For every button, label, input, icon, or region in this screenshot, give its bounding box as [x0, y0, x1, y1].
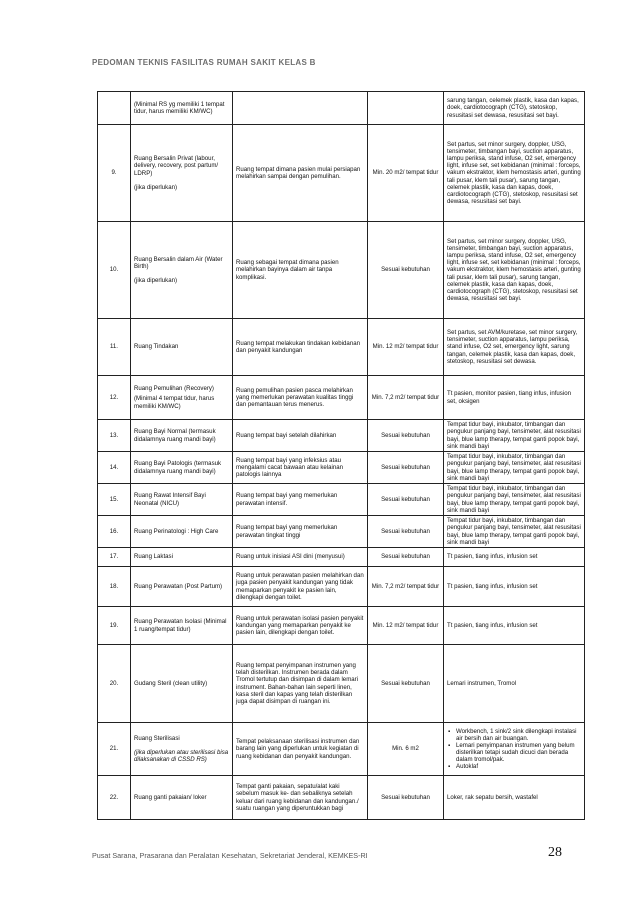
room-name — [131, 92, 233, 125]
room-name-line: Ruang Laktasi — [134, 553, 173, 561]
room-facilities: Tt pasien, monitor pasien, tiang infus, infusion set, oksigen — [444, 376, 585, 420]
room-function: Tempat ganti pakaian, sepatu/alat kaki sebelum masuk ke- dan sebaliknya setelah keluar dari ruang kebidanan dan kandungan./ suatu ruangan yang diperuntukkan bagi — [233, 776, 368, 820]
room-function: Tempat pelaksanaan sterilisasi instrumen dan barang lain yang diperlukan untuk kegiatan di ruang kebidanan dan penyakit kandungan. — [233, 723, 368, 776]
room-name — [131, 222, 233, 319]
room-capacity: Sesuai kebutuhan — [368, 222, 444, 319]
page-footer: Pusat Sarana, Prasarana dan Peralatan Kesehatan, Sekretariat Jenderal, KEMKES-RI — [92, 851, 368, 860]
room-function: Ruang pemulihan pasien pasca melahirkan yang memerlukan perawatan kualitas tinggi dan pemantauan terus menerus. — [233, 376, 368, 420]
room-name-note: (jika diperlukan atau sterilisasi bisa dilaksanakan di CSSD RS) — [134, 748, 229, 764]
room-name — [131, 723, 233, 776]
room-name-line: (Minimal RS yg memiliki 1 tempat tidur, harus memiliki KM/WC) — [134, 100, 225, 115]
room-facilities — [444, 723, 585, 776]
room-function: Ruang tempat bayi yang memerlukan perawatan intensif. — [233, 484, 368, 516]
room-name-line: Ruang Bersalin dalam Air (Water Birth) — [134, 255, 223, 270]
room-name — [131, 776, 233, 820]
room-name-line: Ruang Rawat Intensif Bayi Neonatal (NICU) — [134, 492, 206, 507]
room-facilities: Tempat tidur bayi, inkubator, timbangan dan pengukur panjang bayi, tensimeter, alat resusitasi bayi, blue lamp therapy, tempat ganti popok bayi, sink mandi bayi — [444, 452, 585, 484]
room-function — [233, 92, 368, 125]
room-name — [131, 484, 233, 516]
row-number: 10. — [98, 222, 131, 319]
row-number: 14. — [98, 452, 131, 484]
facility-table — [97, 91, 585, 820]
table-row — [98, 319, 585, 376]
room-name-line: Ruang Perawatan (Post Partum) — [134, 582, 223, 590]
table-row — [98, 376, 585, 420]
room-capacity: Sesuai kebutuhan — [368, 452, 444, 484]
room-capacity: Sesuai kebutuhan — [368, 776, 444, 820]
room-facilities: Loker, rak sepatu bersih, wastafel — [444, 776, 585, 820]
page-number: 28 — [548, 845, 562, 860]
room-capacity: Min. 7,2 m2/ tempat tidur — [368, 567, 444, 607]
table-row — [98, 484, 585, 516]
room-name-line: Ruang Bayi Normal (termasuk didalamnya ruang mandi bayi) — [134, 428, 216, 443]
table-row — [98, 607, 585, 645]
room-capacity: Sesuai kebutuhan — [368, 484, 444, 516]
room-capacity: Sesuai kebutuhan — [368, 548, 444, 567]
table-row — [98, 92, 585, 125]
room-facilities: Tt pasien, tiang infus, infusion set — [444, 567, 585, 607]
room-facilities: Set partus, set minor surgery, doppler, USG, tensimeter, timbangan bayi, suction apparatus, lampu periksa, stand infuse, O2 set, emergency light, infuse set, set kebidanan (minimal : forceps, vakum ekstraktor, klem hemostasis arteri, gunting tali pusar, klem tali pusar), sarung tangan, celemek plastik, kasa dan kapas, doek, cardiotocograph (CTG), stetoskop, resusitasi set dewasa, resusitasi set bayi. — [444, 222, 585, 319]
room-name — [131, 607, 233, 645]
room-function: Ruang tempat bayi setelah dilahirkan — [233, 420, 368, 452]
table-row — [98, 125, 585, 222]
list-item: ▪ Lemari penyimpanan instrumen yang belum disterilkan tetapi sudah dicuci dan berada dalam tromol/pak. — [456, 742, 581, 763]
room-facilities: Tempat tidur bayi, inkubator, timbangan dan pengukur panjang bayi, tensimeter, alat resusitasi bayi, blue lamp therapy, tempat ganti popok bayi, sink mandi bayi — [444, 484, 585, 516]
row-number: 15. — [98, 484, 131, 516]
room-capacity: Sesuai kebutuhan — [368, 516, 444, 548]
room-capacity: Min. 20 m2/ tempat tidur — [368, 125, 444, 222]
room-name — [131, 420, 233, 452]
row-number: 16. — [98, 516, 131, 548]
room-function: Ruang tempat bayi yang infeksius atau mengalami cacat bawaan atau kelainan patologis lainnya — [233, 452, 368, 484]
page-header: PEDOMAN TEKNIS FASILITAS RUMAH SAKIT KELAS B — [92, 58, 316, 67]
room-function: Ruang tempat penyimpanan instrumen yang telah disterilkan. Instrumen berada dalam Tromol tertutup dan disimpan di dalam lemari instrument. Bahan-bahan lain seperti linen, kasa steril dan kapas yang telah disterilkan juga dapat disimpan di ruangan ini. — [233, 645, 368, 723]
row-number: 13. — [98, 420, 131, 452]
room-function: Ruang untuk perawatan pasien melahirkan dan juga pasien penyakit kandungan yang tidak memaparkan penyakit ke pasien lain, dilengkapi dengan toilet. — [233, 567, 368, 607]
table-row — [98, 548, 585, 567]
table-row — [98, 420, 585, 452]
room-name — [131, 319, 233, 376]
room-name — [131, 548, 233, 567]
room-facilities: Set partus, set minor surgery, doppler, USG, tensimeter, timbangan bayi, suction apparatus, lampu periksa, stand infuse, O2 set, emergency light, infuse set, set kebidanan (minimal : forceps, vakum ekstraktor, klem hemostasis arteri, gunting tali pusar, klem tali pusar), sarung tangan, celemek plastik, kasa dan kapas, doek, cardiotocograph (CTG), stetoskop, resusitasi set dewasa, resusitasi set bayi. — [444, 125, 585, 222]
table-row — [98, 567, 585, 607]
row-number: 22. — [98, 776, 131, 820]
room-name-line: Ruang Sterilisasi — [134, 734, 180, 742]
table-row — [98, 222, 585, 319]
table-row — [98, 645, 585, 723]
row-number: 21. — [98, 723, 131, 776]
room-name-line: Ruang Tindakan — [134, 343, 179, 351]
room-facilities: Tempat tidur bayi, inkubator, timbangan dan pengukur panjang bayi, tensimeter, alat resusitasi bayi, blue lamp therapy, tempat ganti popok bayi, sink mandi bayi — [444, 420, 585, 452]
room-capacity: Min. 7,2 m2/ tempat tidur — [368, 376, 444, 420]
room-facilities: Tt pasien, tiang infus, infusion set — [444, 607, 585, 645]
room-capacity: Sesuai kebutuhan — [368, 645, 444, 723]
room-facilities: sarung tangan, celemek plastik, kasa dan kapas, doek, cardiotocograph (CTG), stetoskop, resusitasi set dewasa, resusitasi set bayi. — [444, 92, 585, 125]
room-name-note: (jika diperlukan) — [134, 277, 178, 285]
room-function: Ruang untuk inisiasi ASI dini (menyusui) — [233, 548, 368, 567]
room-name-line: Ruang Bayi Patologis (termasuk didalamnya ruang mandi bayi) — [134, 460, 222, 475]
facilities-list — [447, 728, 581, 771]
room-capacity: Min. 12 m2/ tempat tidur — [368, 607, 444, 645]
row-number: 19. — [98, 607, 131, 645]
row-number: 18. — [98, 567, 131, 607]
table-row — [98, 452, 585, 484]
room-name-note: (Minimal 4 tempat tidur, harus memiliki KM/WC) — [134, 395, 215, 410]
room-name-line: Ruang Perinatologi : High Care — [134, 527, 219, 535]
room-name-line: Ruang Pemulihan (Recovery) — [134, 385, 214, 393]
table-row — [98, 516, 585, 548]
room-name — [131, 125, 233, 222]
room-function: Ruang tempat bayi yang memerlukan perawatan tingkat tinggi — [233, 516, 368, 548]
room-facilities: Set partus, set AVM/kuretase, set minor surgery, tensimeter, suction apparatus, lampu periksa, stand infuse, O2 set, emergency light, sarung tangan, celemek plastik, kasa dan kapas, doek, stetoskop, resusitasi set dewasa. — [444, 319, 585, 376]
room-name — [131, 452, 233, 484]
room-capacity: Min. 12 m2/ tempat tidur — [368, 319, 444, 376]
room-name — [131, 645, 233, 723]
room-function: Ruang tempat dimana pasien mulai persiapan melahirkan sampai dengan pemulihan. — [233, 125, 368, 222]
table-row — [98, 776, 585, 820]
room-function: Ruang sebagai tempat dimana pasien melahirkan bayinya dalam air tanpa komplikasi. — [233, 222, 368, 319]
room-capacity: Sesuai kebutuhan — [368, 420, 444, 452]
room-name — [131, 567, 233, 607]
row-number: 9. — [98, 125, 131, 222]
room-name — [131, 376, 233, 420]
list-item: ▪ Workbench, 1 sink/2 sink dilengkapi instalasi air bersih dan air buangan. — [456, 728, 581, 742]
room-facilities: Lemari instrumen, Tromol — [444, 645, 585, 723]
row-number: 11. — [98, 319, 131, 376]
room-capacity: Min. 6 m2 — [368, 723, 444, 776]
row-number — [98, 92, 131, 125]
room-name-line: Ruang Perawatan Isolasi (Minimal 1 ruang/tempat tidur) — [134, 618, 227, 633]
room-capacity — [368, 92, 444, 125]
row-number: 20. — [98, 645, 131, 723]
room-function: Ruang untuk perawatan isolasi pasien penyakit kandungan yang memaparkan penyakit ke pasien lain, dilengkapi dengan toilet. — [233, 607, 368, 645]
room-facilities: Tempat tidur bayi, inkubator, timbangan dan pengukur panjang bayi, tensimeter, alat resusitasi bayi, blue lamp therapy, tempat ganti popok bayi, sink mandi bayi — [444, 516, 585, 548]
room-name — [131, 516, 233, 548]
list-item: ▪ Autoklaf — [456, 763, 581, 770]
room-name-line: Ruang ganti pakaian/ loker — [134, 793, 207, 801]
row-number: 17. — [98, 548, 131, 567]
row-number: 12. — [98, 376, 131, 420]
room-facilities: Tt pasien, tiang infus, infusion set — [444, 548, 585, 567]
room-function: Ruang tempat melakukan tindakan kebidanan dan penyakit kandungan — [233, 319, 368, 376]
room-name-line: Gudang Steril (clean utility) — [134, 679, 208, 687]
table-row — [98, 723, 585, 776]
room-name-note: (jika diperlukan) — [134, 183, 178, 191]
room-name-line: Ruang Bersalin Privat (labour, delivery, recovery, post partum/ LDRP) — [134, 155, 219, 177]
